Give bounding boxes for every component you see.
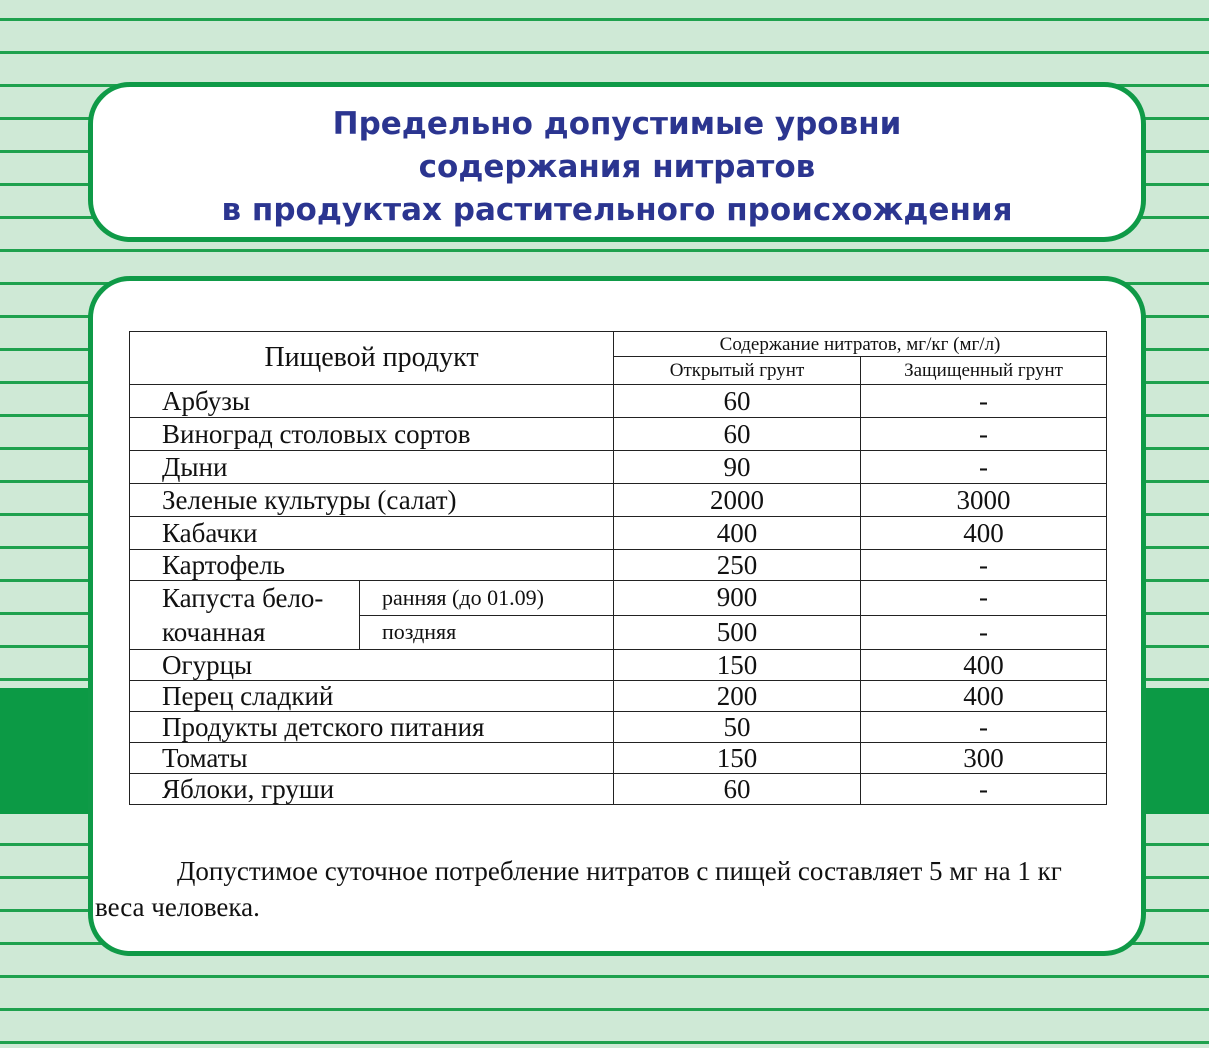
product-name: Дыни	[130, 451, 614, 484]
header-nitrate-content: Содержание нитратов, мг/кг (мг/л)	[614, 332, 1107, 357]
table-header-row	[130, 332, 1107, 357]
title-line-1: Предельно допустимые уровни	[332, 106, 902, 142]
header-open-ground: Открытый грунт	[614, 357, 861, 385]
title-panel	[88, 82, 1146, 242]
product-name: Арбузы	[130, 385, 614, 418]
table-row	[130, 743, 1107, 774]
page-title	[93, 103, 1141, 232]
protected-ground-value: 400	[861, 681, 1107, 712]
product-name: Перец сладкий	[130, 681, 614, 712]
protected-ground-value: -	[861, 385, 1107, 418]
title-line-2: содержания нитратов	[418, 149, 816, 185]
cabbage-name-line-1: Капуста бело-	[162, 583, 324, 613]
product-name: Яблоки, груши	[130, 774, 614, 805]
protected-ground-value: -	[861, 451, 1107, 484]
protected-ground-value: -	[861, 418, 1107, 451]
protected-ground-value: -	[861, 550, 1107, 581]
protected-ground-value: -	[861, 712, 1107, 743]
table-row	[130, 650, 1107, 681]
product-name: Картофель	[130, 550, 614, 581]
header-product: Пищевой продукт	[130, 332, 614, 385]
header-protected-ground: Защищенный грунт	[861, 357, 1107, 385]
product-name: Огурцы	[130, 650, 614, 681]
open-ground-value: 60	[614, 774, 861, 805]
product-name: Виноград столовых сортов	[130, 418, 614, 451]
open-ground-value: 200	[614, 681, 861, 712]
cabbage-name-line-2: кочанная	[162, 617, 266, 647]
protected-ground-value: 400	[861, 517, 1107, 550]
open-ground-value: 60	[614, 418, 861, 451]
nitrate-table	[129, 331, 1107, 805]
open-ground-value: 150	[614, 650, 861, 681]
table-row	[130, 774, 1107, 805]
table-row	[130, 484, 1107, 517]
protected-ground-value: -	[861, 774, 1107, 805]
cabbage-early-label: ранняя (до 01.09)	[360, 581, 614, 616]
table-row	[130, 581, 1107, 616]
open-ground-value: 900	[614, 581, 861, 616]
open-ground-value: 150	[614, 743, 861, 774]
protected-ground-value: 3000	[861, 484, 1107, 517]
content-panel	[88, 276, 1146, 956]
table-row	[130, 451, 1107, 484]
table-row	[130, 385, 1107, 418]
open-ground-value: 400	[614, 517, 861, 550]
table-row	[130, 550, 1107, 581]
table-row	[130, 517, 1107, 550]
open-ground-value: 60	[614, 385, 861, 418]
table-row	[130, 681, 1107, 712]
product-name: Продукты детского питания	[130, 712, 614, 743]
open-ground-value: 50	[614, 712, 861, 743]
title-line-3: в продуктах растительного происхождения	[221, 192, 1013, 228]
open-ground-value: 2000	[614, 484, 861, 517]
protected-ground-value: 300	[861, 743, 1107, 774]
open-ground-value: 250	[614, 550, 861, 581]
product-name: Томаты	[130, 743, 614, 774]
protected-ground-value: 400	[861, 650, 1107, 681]
open-ground-value: 500	[614, 615, 861, 650]
daily-intake-note: Допустимое суточное потребление нитратов с пищей составляет 5 мг на 1 кг веса человека.	[95, 856, 1062, 922]
table-row	[130, 418, 1107, 451]
protected-ground-value: -	[861, 581, 1107, 616]
product-name: Зеленые культуры (салат)	[130, 484, 614, 517]
table-row	[130, 712, 1107, 743]
open-ground-value: 90	[614, 451, 861, 484]
product-name-cabbage	[130, 581, 360, 650]
product-name: Кабачки	[130, 517, 614, 550]
cabbage-late-label: поздняя	[360, 615, 614, 650]
protected-ground-value: -	[861, 615, 1107, 650]
